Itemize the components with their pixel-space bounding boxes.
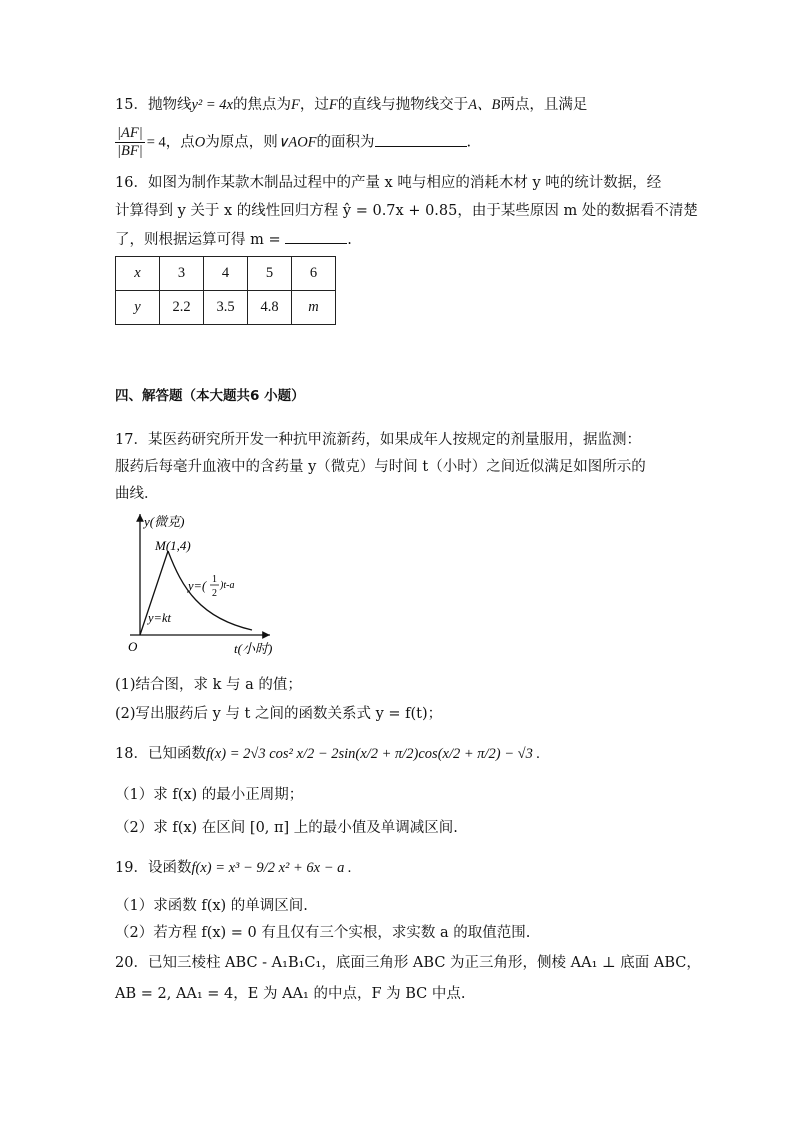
y-axis-label: y(微克) [144,514,185,529]
q20-line1: 20．已知三棱柱 ABC - A₁B₁C₁，底面三角形 ABC 为正三角形，侧棱 AA₁ ⊥ 底面 ABC， [115,955,701,971]
point-label: M(1,4) [155,538,191,553]
ratio-fraction: $\frac{|AF|}{|BF|}$ [117,125,143,159]
origin-label: O [128,639,138,654]
q16-line3: 了，则根据运算可得 m = . [115,229,352,250]
x-axis-label: t(小时) [234,641,273,656]
q19-line1: 19．设函数f(x) = x³ − 9/2 x² + 6x − a . [115,860,352,876]
q16-line1: 16．如图为制作某款木制品过程中的产量 x 吨与相应的消耗木材 y 吨的统计数据，经 [115,175,662,191]
q17-part2: (2)写出服药后 y 与 t 之间的函数关系式 y = f(t)； [115,706,443,722]
q18-line1: 18．已知函数f(x) = 2√3 cos² x/2 − 2sin(x/2 + π/2)cos(x/2 + π/2) − √3 . [115,746,541,762]
q19-part1: （1）求函数 f(x) 的单调区间. [115,898,308,914]
curve2-exp: )t-a [220,580,235,591]
q16-line2: 计算得到 y 关于 x 的线性回归方程 ŷ = 0.7x + 0.85，由于某些原因 m 处的数据看不清楚 [115,203,698,219]
q17-graph [120,508,280,660]
answer-blank [285,229,347,244]
data-table [115,256,336,325]
answer-blank [375,132,467,147]
table-row: x 3 4 5 6 [116,257,336,291]
curve1-label: y=kt [148,611,172,625]
q17-line3: 曲线． [115,486,159,502]
q17-part1: (1)结合图，求 k 与 a 的值； [115,677,302,693]
curve2-base: y=( [188,579,207,593]
q18-part2: （2）求 f(x) 在区间 [0, π] 上的最小值及单调减区间. [115,820,458,836]
q18-part1: （1）求 f(x) 的最小正周期； [115,787,304,803]
q15-line2: $\frac{|AF|}{|BF|}$ = 4，点O为原点，则∨AOF的面积为 . [117,125,472,159]
curve2-den: 2 [212,588,217,599]
q17-line1: 17．某医药研究所开发一种抗甲流新药，如果成年人按规定的剂量服用，据监测： [115,432,641,448]
section-heading: 四、解答题（本大题共6 小题） [115,388,305,404]
curve2-num: 1 [212,574,217,585]
q20-line2: AB = 2, AA₁ = 4，E 为 AA₁ 的中点，F 为 BC 中点. [115,986,466,1002]
q19-part2: （2）若方程 f(x) = 0 有且仅有三个实根，求实数 a 的取值范围. [115,925,531,941]
q15-line1: 15．抛物线y² = 4x的焦点为F，过F的直线与抛物线交于A、B两点，且满足 [115,97,588,113]
exp-curve [168,551,252,630]
q17-line2: 服药后每毫升血液中的含药量 y（微克）与时间 t（小时）之间近似满足如图所示的 [115,459,646,475]
table-row: y 2.2 3.5 4.8 m [116,291,336,325]
